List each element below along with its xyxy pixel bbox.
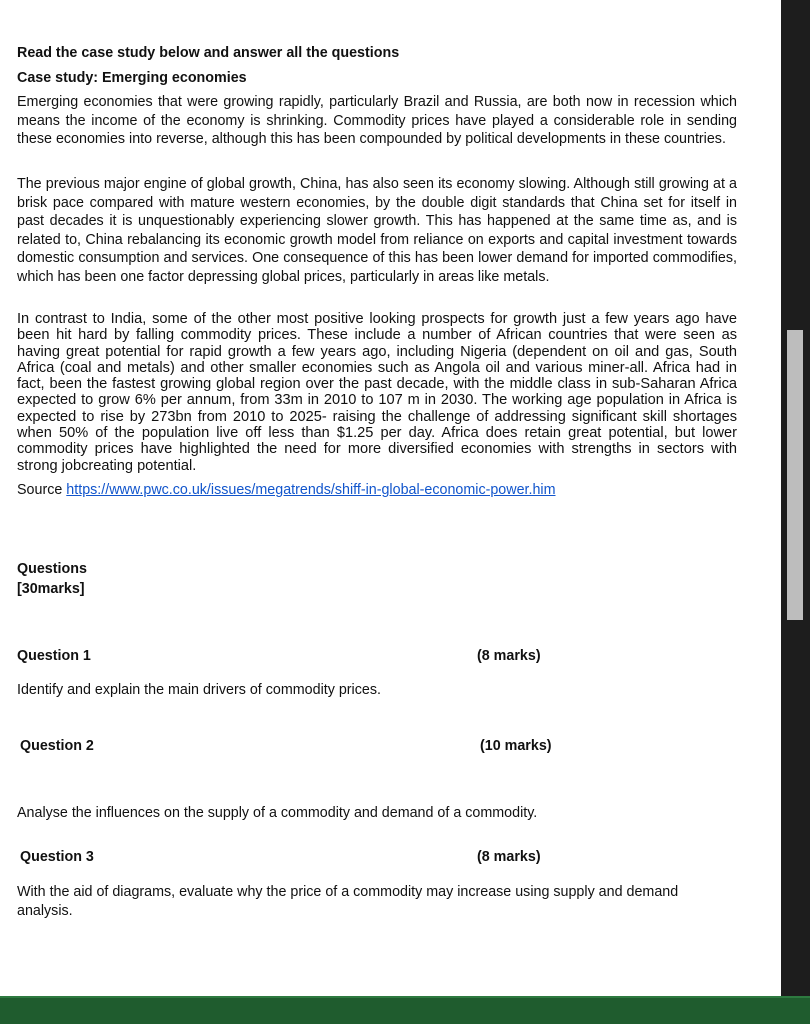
question-3-text: With the aid of diagrams, evaluate why the price of a commodity may increase using supply and demand analysis. bbox=[17, 884, 679, 919]
question-2-text: Analyse the influences on the supply of a commodity and demand of a commodity. bbox=[17, 805, 538, 821]
question-2-marks: (10 marks) bbox=[480, 738, 552, 754]
paragraph-3: In contrast to India, some of the other most positive looking prospects for growth just a few years ago have been hit hard by falling commodity prices. These include a number of African countries that were seen as having great potential for rapid growth a few years ago, including Nigeria (dependent on oil and gas, South Africa (coal and metals) and other smaller economies such as Angola oil and various miner-all. Africa had in fact, been the fastest growing global region over the past decade, with the middle class in sub-Saharan Africa expected to grow 6% per annum, from 33m in 2010 to 107 m in 2030. The working age population in Africa is expected to rise by 273bn from 2010 to 2025- raising the challenge of addressing significant skill shortages when 50% of the population live off less than $1.25 per day. Africa does retain great potential, but lower commodity prices have highlighted the need for more diversified economies with strengths in sectors with strong jobcreating potential. bbox=[17, 311, 737, 474]
source-label: Source bbox=[17, 482, 63, 498]
question-3-marks: (8 marks) bbox=[477, 849, 541, 865]
question-3-title: Question 3 bbox=[20, 849, 94, 865]
source-link[interactable]: https://www.pwc.co.uk/issues/megatrends/shiff-in-global-economic-power.him bbox=[66, 482, 556, 498]
instructions-heading: Read the case study below and answer all the questions bbox=[17, 45, 400, 61]
question-2-title: Question 2 bbox=[20, 738, 94, 754]
paragraph-1: Emerging economies that were growing rapidly, particularly Brazil and Russia, are both now in recession which means the income of the economy is shrinking. Commodity prices have played a considerable role in sending these economies into reverse, although this has been compounded by political developments in these countries. bbox=[17, 94, 737, 148]
question-1-title: Question 1 bbox=[17, 648, 91, 664]
bottom-taskbar bbox=[0, 996, 810, 1024]
questions-heading: Questions bbox=[17, 561, 87, 577]
question-1-marks: (8 marks) bbox=[477, 648, 541, 664]
total-marks: [30marks] bbox=[17, 581, 85, 597]
paragraph-2: The previous major engine of global growth, China, has also seen its economy slowing. Although still growing at a brisk pace compared with mature western economies, by the double digit standards that China set for itself in past decades it is unquestionably experiencing slower growth. This has happened at the same time as, and is related to, China rebalancing its economic growth model from reliance on exports and capital investment towards domestic consumption and services. One consequence of this has been lower demand for imported commodifies, which has been one factor depressing global prices, particularly in areas like metals. bbox=[17, 176, 737, 285]
question-1-text: Identify and explain the main drivers of commodity prices. bbox=[17, 682, 381, 698]
scrollbar-thumb[interactable] bbox=[787, 330, 803, 620]
case-study-title: Case study: Emerging economies bbox=[17, 70, 247, 86]
source-line bbox=[17, 481, 737, 500]
